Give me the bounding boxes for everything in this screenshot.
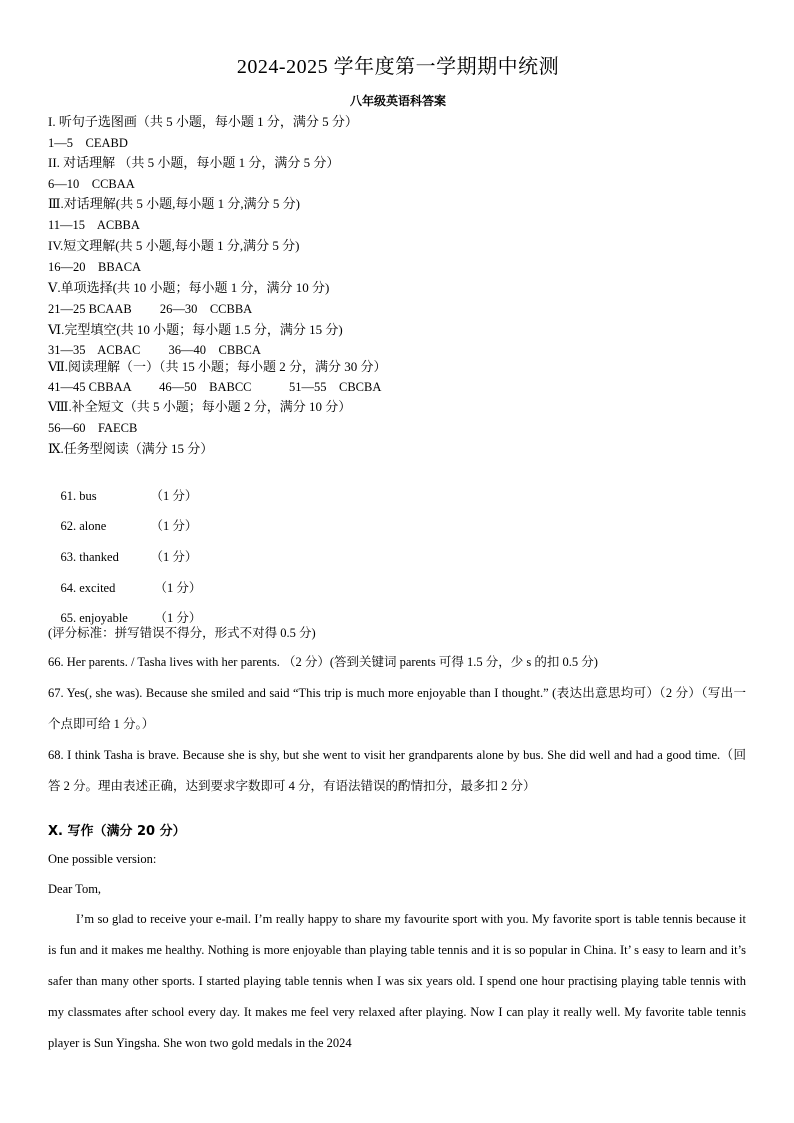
section-heading: Ⅸ.任务型阅读（满分 15 分） [48,441,214,456]
section-answers: 6—10 CCBAA [48,177,135,191]
writing-intro: One possible version: [48,852,157,866]
section-answers: 11—15 ACBBA [48,218,140,232]
section-heading: Ⅲ.对话理解(共 5 小题,每小题 1 分,满分 5 分) [48,196,300,211]
task-answer-score: （1 分） [154,611,202,625]
section-heading: Ⅴ.单项选择(共 10 小题；每小题 1 分，满分 10 分) [48,280,330,295]
page-subtitle: 八年级英语科答案 [349,94,446,108]
section-heading: I. 听句子选图画（共 5 小题，每小题 1 分，满分 5 分） [48,114,358,129]
section-heading: Ⅶ.阅读理解（一）（共 15 小题；每小题 2 分，满分 30 分） [48,359,387,374]
task-answer-text: 65. enjoyable [60,611,128,625]
task-answer-text: 62. alone [60,519,107,533]
answer-66: 66. Her parents. / Tasha lives with her parents. （2 分）(答到关键词 parents 可得 1.5 分，少 s 的扣 0.5 分) [48,655,598,669]
task-answer-score: （1 分） [150,519,198,533]
section-answers: 41—45 CBBAA 46—50 BABCC 51—55 CBCBA [48,380,382,394]
writing-body: I’m so glad to receive your e-mail. I’m really happy to share my favourite sport with you. My favorite sport is table tennis because it is fun and it makes me healthy. Nothing is more enjoyable than playing table tennis and it is so popular in China. It’ s easy to learn and it’s safer than many other sports. I started playing table tennis when I was six years old. I spend one hour practising playing table tennis with my classmates after school every day. It makes me feel very relaxed after playing. Now I can play it really well. My favorite table tennis player is Sun Yingsha. She won two gold medals in the 2024 [48,912,746,1050]
section-answers: 21—25 BCAAB 26—30 CCBBA [48,302,253,316]
section-heading: IV.短文理解(共 5 小题,每小题 1 分,满分 5 分) [48,238,300,253]
writing-heading: Ⅹ. 写作（满分 20 分） [48,824,186,839]
section-heading: Ⅵ.完型填空(共 10 小题；每小题 1.5 分，满分 15 分) [48,322,343,337]
section-answers: 16—20 BBACA [48,260,142,274]
writing-salutation: Dear Tom, [48,882,102,896]
task-answer-score: （1 分） [150,489,198,503]
task-answer-text: 63. thanked [60,550,119,564]
page-title: 2024-2025 学年度第一学期期中统测 [236,56,560,78]
section-heading: Ⅷ.补全短文（共 5 小题；每小题 2 分，满分 10 分） [48,399,352,414]
answer-68: 68. I think Tasha is brave. Because she is shy, but she went to visit her grandparents alone by bus. She did well and had a good time.（回答 2 分。理由表述正确，达到要求字数即可 4 分，有语法错误的酌情扣分，最多扣 2 分） [48,748,746,793]
section-heading: II. 对话理解 （共 5 小题，每小题 1 分，满分 5 分） [48,155,340,170]
task-answer-text: 61. bus [60,489,97,503]
task-answer-text: 64. excited [60,581,116,595]
section-answers: 56—60 FAECB [48,421,138,435]
answer-67: 67. Yes(, she was). Because she smiled and said “This trip is much more enjoyable than I thought.” (表达出意思均可）（2 分）（写出一个点即可给 1 分。） [48,686,746,731]
section-answers: 31—35 ACBAC 36—40 CBBCA [48,343,261,357]
section-answers: 1—5 CEABD [48,136,128,150]
task-answer-score: （1 分） [154,581,202,595]
scoring-note: (评分标准：拼写错误不得分，形式不对得 0.5 分) [48,626,316,640]
task-answer-score: （1 分） [150,550,198,564]
